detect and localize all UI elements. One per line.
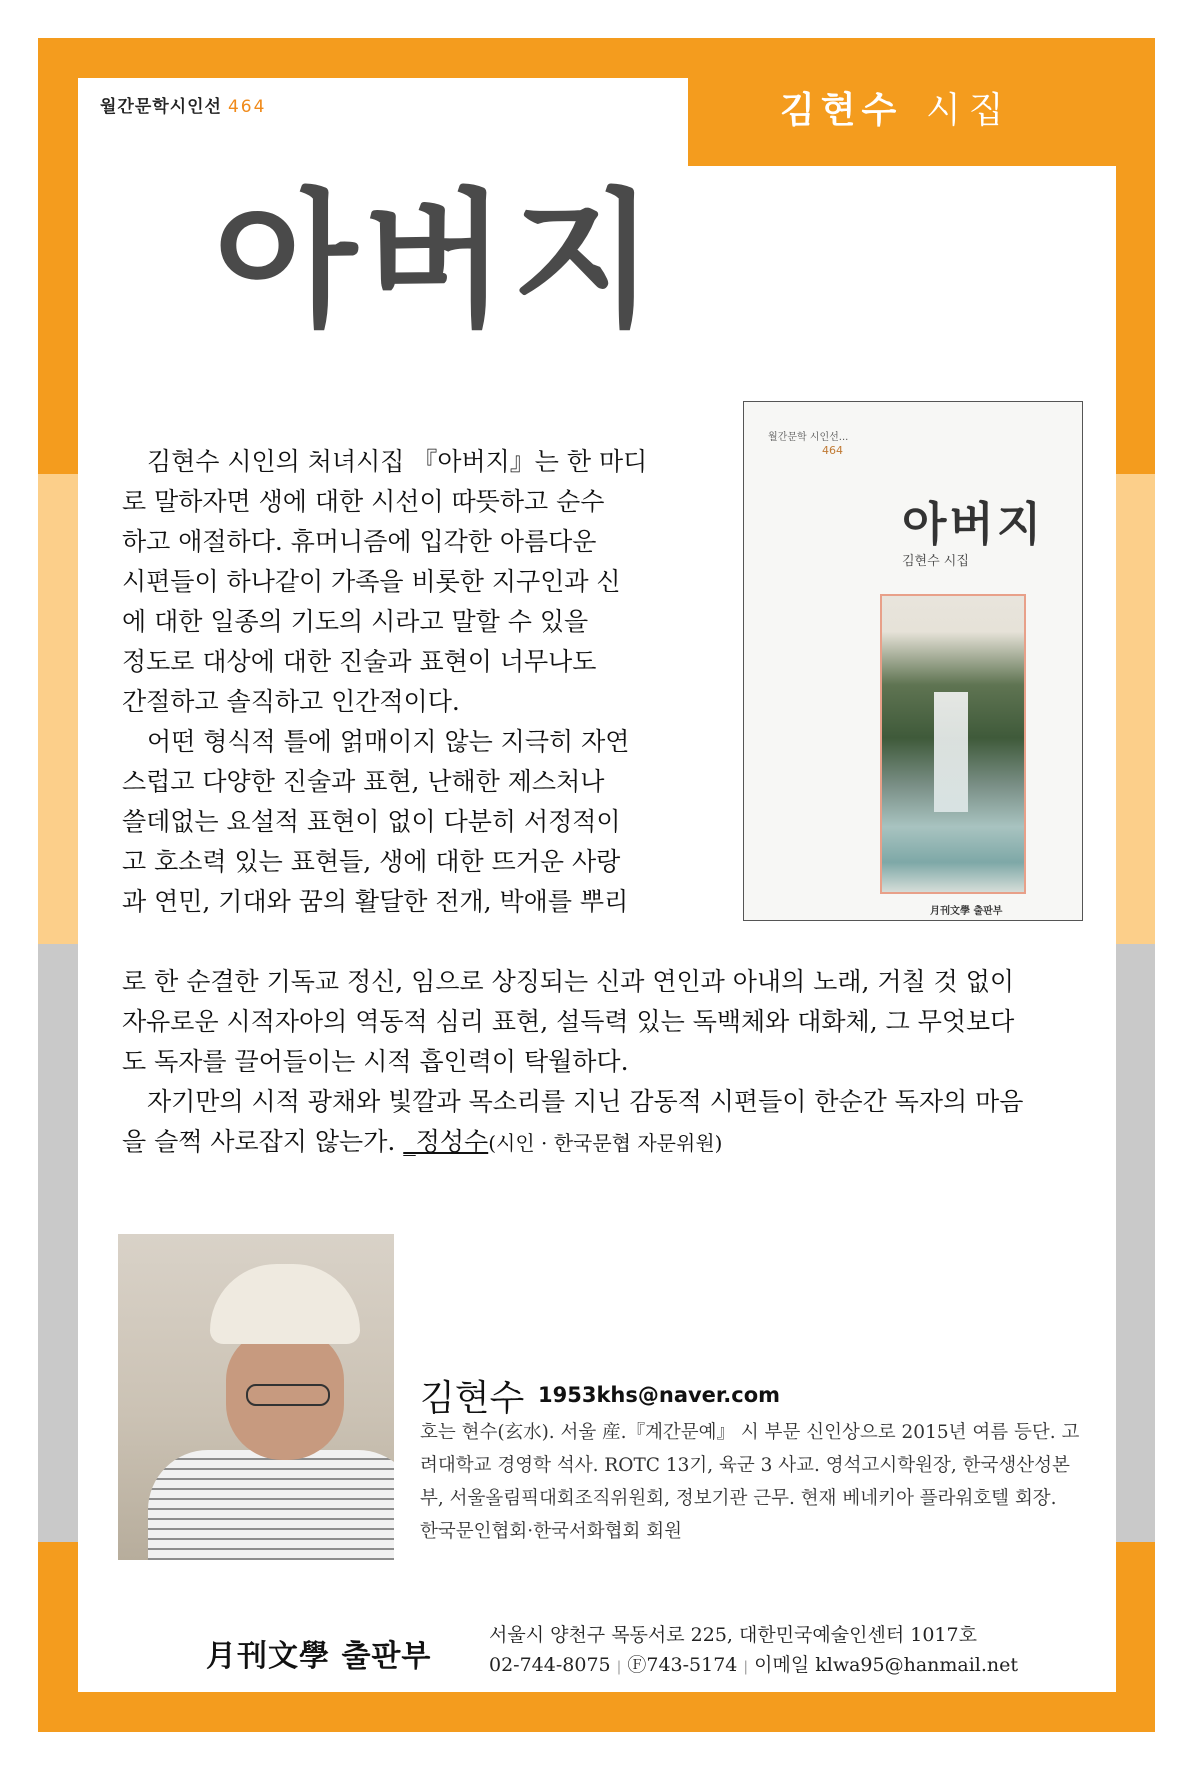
header-kind: 시집 <box>926 90 1012 131</box>
review-line: 과 연민, 기대와 꿈의 활달한 전개, 박애를 뿌리 <box>122 887 629 916</box>
publisher-contact-line <box>489 1650 1018 1682</box>
review-line: 어떤 형식적 틀에 얽매이지 않는 지극히 자연 <box>122 727 630 756</box>
review-line: 에 대한 일종의 기도의 시라고 말할 수 있을 <box>122 607 589 636</box>
review-line: 로 한 순결한 기독교 정신, 임으로 상징되는 신과 연인과 아내의 노래, 거칠 것 없이 <box>122 967 1015 996</box>
publisher-fax: Ⓕ743-5174 <box>627 1654 738 1676</box>
book-cover-image <box>743 401 1083 921</box>
cover-number: 464 <box>822 444 843 457</box>
review-signature-role: (시인 · 한국문협 자문위원) <box>488 1131 723 1155</box>
series-number: 464 <box>227 97 267 117</box>
review-line: 자유로운 시적자아의 역동적 심리 표현, 설득력 있는 독백체와 대화체, 그 무엇보다 <box>122 1007 1015 1036</box>
review-line: 고 호소력 있는 표현들, 생에 대한 뜨거운 사랑 <box>122 847 621 876</box>
publisher-contact <box>489 1620 1018 1682</box>
publisher-address: 서울시 양천구 목동서로 225, 대한민국예술인센터 1017호 <box>489 1624 977 1646</box>
publisher-email: 이메일 klwa95@hanmail.net <box>754 1654 1019 1676</box>
author-name: 김현수 <box>420 1378 525 1419</box>
review-line: 스럽고 다양한 진술과 표현, 난해한 제스처나 <box>122 767 605 796</box>
review-line: 하고 애절하다. 휴머니즘에 입각한 아름다운 <box>122 527 597 556</box>
review-line: 도 독자를 끌어들이는 시적 흡인력이 탁월하다. <box>122 1047 629 1076</box>
review-line: 자기만의 시적 광채와 빛깔과 목소리를 지닌 감동적 시편들이 한순간 독자의 마음 <box>122 1087 1024 1116</box>
author-email: 1953khs@naver.com <box>538 1383 781 1407</box>
cover-waterfall-painting <box>880 594 1026 894</box>
book-title: 아버지 <box>214 173 661 347</box>
review-signature: _정성수 <box>403 1127 489 1156</box>
review-narrow-column <box>122 442 658 922</box>
review-last-line <box>122 1122 1084 1163</box>
review-line: 로 말하자면 생에 대한 시선이 따뜻하고 순수 <box>122 487 605 516</box>
cover-title: 아버지 <box>902 497 1045 551</box>
cover-subtitle: 김현수 시집 <box>902 554 969 569</box>
review-line: 간절하고 솔직하고 인간적이다. <box>122 687 460 716</box>
author-photo <box>118 1234 394 1560</box>
review-line: 시편들이 하나같이 가족을 비롯한 지구인과 신 <box>122 567 621 596</box>
publisher-logo: 月刊文學 출판부 <box>206 1639 432 1674</box>
header-author: 김현수 <box>780 90 903 131</box>
author-bio: 호는 현수(玄水). 서울 産.『계간문예』 시 부문 신인상으로 2015년 여름 등단. 고려대학교 경영학 석사. ROTC 13기, 육군 3 사교. 영석고시학원장, 한국생산성본부, 서울올림픽대회조직위원회, 정보기관 근무. 현재 베네키아 플라워호텔 회장. 한국문인협회·한국서화협회 회원 <box>420 1422 1080 1542</box>
cover-series: 월간문학 시인선... <box>768 432 849 443</box>
series-label <box>100 92 266 117</box>
separator: | <box>743 1659 749 1675</box>
publisher-phone: 02-744-8075 <box>489 1654 611 1676</box>
review-wide-column <box>122 962 1084 1163</box>
review-line: 정도로 대상에 대한 진술과 표현이 너무나도 <box>122 647 597 676</box>
review-line: 김현수 시인의 처녀시집 『아버지』는 한 마디 <box>122 447 648 476</box>
review-line-end: 을 슬쩍 사로잡지 않는가. <box>122 1127 404 1156</box>
cover-publisher: 月刊文學 출판부 <box>930 906 1003 917</box>
photo-shirt <box>148 1450 394 1560</box>
photo-glasses <box>246 1384 330 1406</box>
series-name: 월간문학시인선 <box>100 97 222 117</box>
photo-hat <box>210 1264 360 1344</box>
review-line: 쓸데없는 요설적 표현이 없이 다분히 서정적이 <box>122 807 621 836</box>
separator: | <box>616 1659 622 1675</box>
header-tab <box>688 78 1116 166</box>
waterfall <box>934 692 968 812</box>
